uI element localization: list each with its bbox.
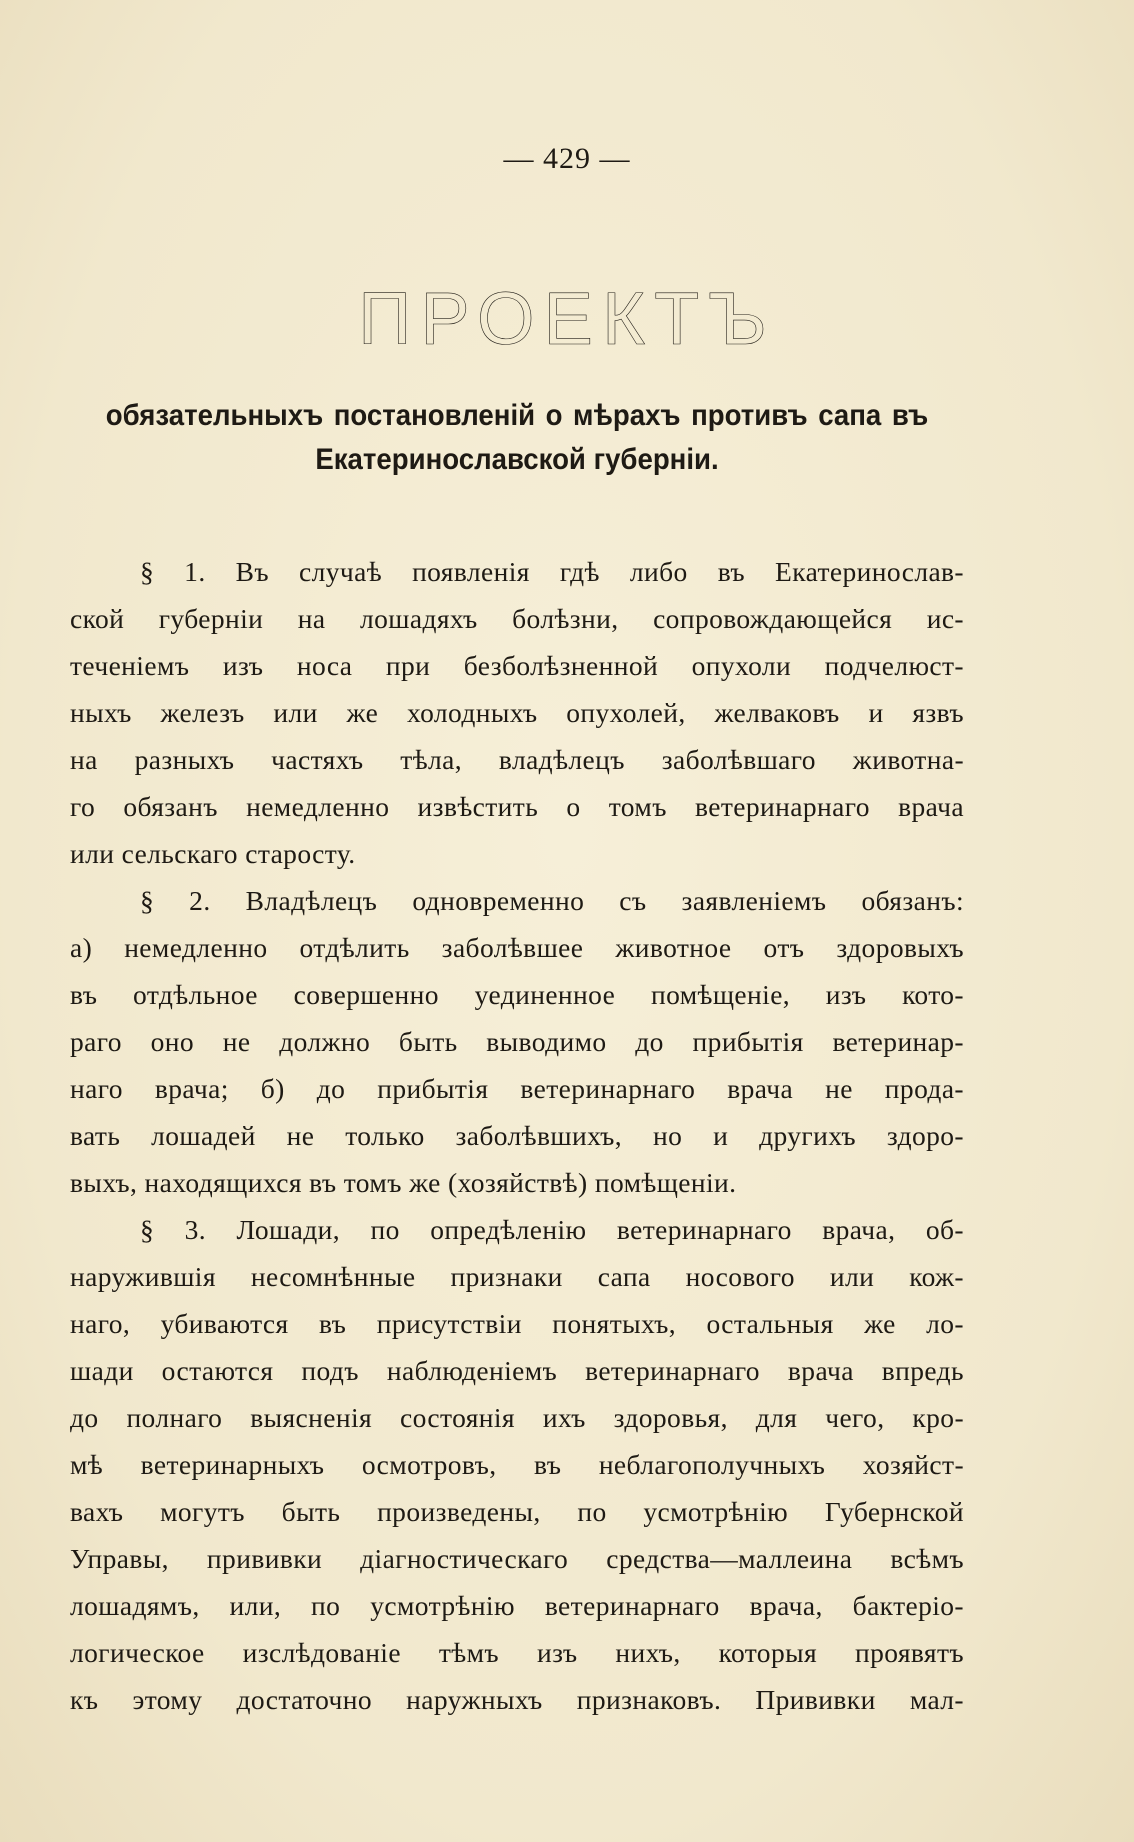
paragraph-1-line: го обязанъ немедленно извѣстить о томъ ветеринарнаго врача bbox=[70, 791, 964, 822]
paragraph-2-line: наго врача; б) до прибытія ветеринарнаго врача не прода- bbox=[70, 1073, 964, 1104]
paragraph-1-line: ныхъ железъ или же холодныхъ опухолей, желваковъ и язвъ bbox=[70, 697, 964, 728]
paragraph-1-line: § 1. Въ случаѣ появленія гдѣ либо въ Екатеринослав- bbox=[140, 556, 964, 587]
paragraph-1-line: или сельскаго старосту. bbox=[70, 838, 356, 869]
paragraph-2-line: а) немедленно отдѣлить заболѣвшее животное отъ здоровыхъ bbox=[70, 932, 964, 963]
paragraph-2-line: въ отдѣльное совершенно уединенное помѣщеніе, изъ кото- bbox=[70, 979, 964, 1010]
paragraph-2-line: § 2. Владѣлецъ одновременно съ заявленіемъ обязанъ: bbox=[140, 885, 964, 916]
paragraph-3-line: лошадямъ, или, по усмотрѣнію ветеринарнаго врача, бактеріо- bbox=[70, 1590, 964, 1621]
paragraph-3-line: Управы, прививки діагностическаго средства—маллеина всѣмъ bbox=[70, 1543, 964, 1574]
page-number: — 429 — bbox=[503, 142, 631, 175]
paragraph-1-line: ской губерніи на лошадяхъ болѣзни, сопровождающейся ис- bbox=[70, 603, 964, 634]
paragraph-2-line: выхъ, находящихся въ томъ же (хозяйствѣ) помѣщеніи. bbox=[70, 1167, 737, 1198]
paragraph-3-line: къ этому достаточно наружныхъ признаковъ. Прививки мал- bbox=[70, 1684, 964, 1715]
subtitle-line-2: Екатеринославской губерніи. bbox=[315, 443, 719, 476]
paragraph-3-line: мѣ ветеринарныхъ осмотровъ, въ неблагополучныхъ хозяйст- bbox=[70, 1449, 964, 1480]
paragraph-3-line: § 3. Лошади, по опредѣленію ветеринарнаго врача, об- bbox=[140, 1214, 964, 1245]
document-subtitle bbox=[106, 394, 928, 482]
body-text bbox=[70, 548, 964, 1723]
paragraph-1-line: на разныхъ частяхъ тѣла, владѣлецъ заболѣвшаго животна- bbox=[70, 744, 964, 775]
paragraph-3-line: шади остаются подъ наблюденіемъ ветеринарнаго врача впредь bbox=[70, 1355, 964, 1386]
paragraph-3-line: наружившія несомнѣнные признаки сапа носового или кож- bbox=[70, 1261, 964, 1292]
document-title: ПРОЕКТЪ bbox=[358, 277, 776, 360]
paragraph-1-line: теченіемъ изъ носа при безболѣзненной опухоли подчелюст- bbox=[70, 650, 964, 681]
paragraph-2-line: вать лошадей не только заболѣвшихъ, но и другихъ здоро- bbox=[70, 1120, 964, 1151]
subtitle-line-1: обязательныхъ постановленій о мѣрахъ противъ сапа въ bbox=[105, 399, 929, 432]
paragraph-3-line: до полнаго выясненія состоянія ихъ здоровья, для чего, кро- bbox=[70, 1402, 964, 1433]
paragraph-2-line: раго оно не должно быть выводимо до прибытія ветеринар- bbox=[70, 1026, 964, 1057]
paragraph-3-line: наго, убиваются въ присутствіи понятыхъ, остальныя же ло- bbox=[70, 1308, 964, 1339]
paragraph-3-line: логическое изслѣдованіе тѣмъ изъ нихъ, которыя проявятъ bbox=[70, 1637, 964, 1668]
paragraph-3-line: вахъ могутъ быть произведены, по усмотрѣнію Губернской bbox=[70, 1496, 964, 1527]
